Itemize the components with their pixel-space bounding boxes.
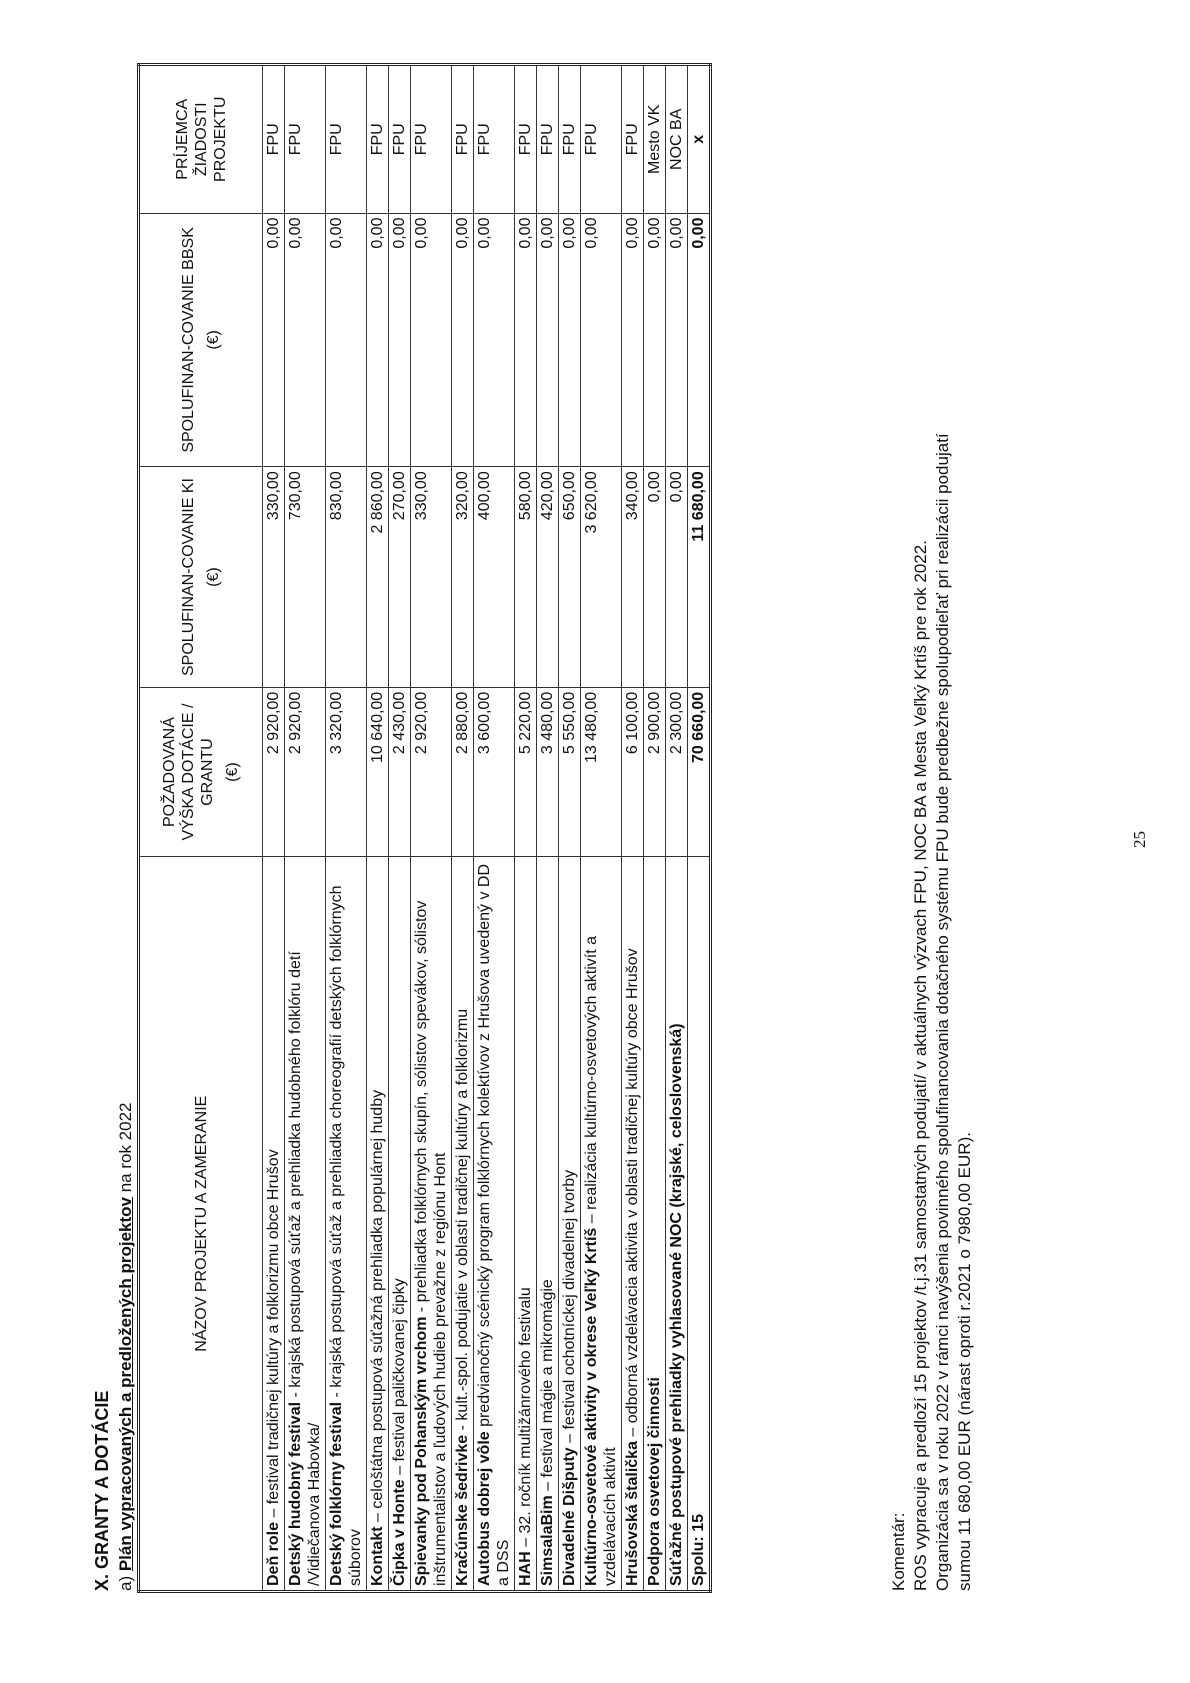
table-row [622,65,644,1592]
row-name-cell [474,857,515,1592]
project-name: SimsalaBim [539,1495,556,1586]
comment-line-3: sumou 11 680,00 EUR (nárast oproti r.2021 o 7980,00 EUR). [955,1132,974,1591]
row-requested: 6 100,00 [622,687,644,857]
table-row [474,65,515,1592]
row-requested: 2 880,00 [452,687,474,857]
row-requested: 3 480,00 [537,687,559,857]
row-recipient: FPU [559,65,581,214]
table-row [411,65,452,1592]
table-row [452,65,474,1592]
project-description: – festival paličkovanej čipky [391,1278,408,1480]
row-requested: 10 640,00 [367,687,389,857]
row-bbsk: 0,00 [666,213,688,467]
total-ki: 11 680,00 [688,467,711,688]
row-recipient: FPU [537,65,559,214]
project-name: Kontakt [369,1526,386,1586]
header-bbsk-label: SPOLUFINAN-COVANIE BBSK [180,227,197,453]
row-bbsk: 0,00 [474,213,515,467]
row-ki: 270,00 [389,467,411,688]
table-body [263,65,688,1592]
project-description: - krajská postupová súťaž a prehliadka hudobného folklóru detí /Vidiečanova Habovka/ [287,951,323,1586]
row-bbsk: 0,00 [389,213,411,467]
row-ki: 340,00 [622,467,644,688]
row-bbsk: 0,00 [622,213,644,467]
table-row [537,65,559,1592]
row-recipient: FPU [515,65,537,214]
row-requested: 5 550,00 [559,687,581,857]
total-requested: 70 660,00 [688,687,711,857]
row-recipient: FPU [622,65,644,214]
project-description: – 32. ročník multižánrového festivalu [517,1287,534,1552]
row-bbsk: 0,00 [326,213,367,467]
project-name: Spievanky pod Pohanským vrchom [413,1316,430,1586]
header-ki [139,467,263,688]
table-row [285,65,326,1592]
row-recipient: FPU [285,65,326,214]
row-requested: 2 430,00 [389,687,411,857]
row-name-cell [411,857,452,1592]
row-requested: 2 920,00 [411,687,452,857]
project-description: - prehliadka folklórnych skupín, sólistov spevákov, sólistov inštrumentalistov a ľudových hudieb prevažne z regiónu Hont [413,900,449,1586]
header-requested-label: POŽADOVANÁ VÝŠKA DOTÁCIE / GRANTU [161,703,216,841]
row-recipient: FPU [452,65,474,214]
project-name: Deň role [265,1521,282,1586]
comment-block [888,51,976,1591]
row-bbsk: 0,00 [411,213,452,467]
row-requested: 13 480,00 [581,687,622,857]
table-header-row [139,65,263,1592]
header-requested-currency: (€) [224,762,241,782]
row-requested: 2 900,00 [644,687,666,857]
row-recipient: FPU [581,65,622,214]
section-title: X. GRANTY A DOTÁCIE [92,1390,112,1591]
comment-line-2: Organizácia sa v roku 2022 v rámci navýšenia povinného spolufinancovania dotačného systému FPU bude predbežne spolupodieľať pri realizácii podujatí [933,433,952,1591]
table-row [326,65,367,1592]
row-ki: 0,00 [666,467,688,688]
row-requested: 3 320,00 [326,687,367,857]
project-name: Kultúrno-osvetové aktivity v okrese Veľký Krtíš [583,1227,600,1586]
row-name-cell [622,857,644,1592]
header-ki-currency: (€) [205,567,222,587]
project-name: HAH [517,1551,534,1586]
row-requested: 2 920,00 [263,687,285,857]
row-ki: 330,00 [263,467,285,688]
subtitle-prefix: a) [116,1571,135,1591]
row-recipient: Mesto VK [644,65,666,214]
table-subtitle [116,1103,136,1592]
header-ki-label: SPOLUFINAN-COVANIE KI [180,478,197,677]
row-ki: 650,00 [559,467,581,688]
row-bbsk: 0,00 [452,213,474,467]
total-recipient: x [688,65,711,214]
subtitle-suffix: na rok 2022 [116,1102,135,1198]
row-name-cell [326,857,367,1592]
project-name: Detský hudobný festival [287,1401,304,1586]
row-bbsk: 0,00 [515,213,537,467]
table-row [515,65,537,1592]
project-description: – odborná vzdelávacia aktivita v oblasti tradičnej kultúry obce Hrušov [624,948,641,1442]
header-name: NÁZOV PROJEKTU A ZAMERANIE [139,857,263,1592]
row-ki: 0,00 [644,467,666,688]
project-name: Autobus dobrej vôle [476,1431,493,1586]
row-recipient: FPU [367,65,389,214]
row-bbsk: 0,00 [581,213,622,467]
row-name-cell [389,857,411,1592]
row-requested: 3 600,00 [474,687,515,857]
row-ki: 400,00 [474,467,515,688]
table-row [581,65,622,1592]
row-ki: 580,00 [515,467,537,688]
header-requested [139,687,263,857]
project-name: Čipka v Honte [391,1479,408,1586]
row-bbsk: 0,00 [644,213,666,467]
project-name: Hrušovská štalička [624,1441,641,1586]
row-name-cell [537,857,559,1592]
row-ki: 2 860,00 [367,467,389,688]
row-name-cell [263,857,285,1592]
row-recipient: FPU [389,65,411,214]
row-recipient: FPU [411,65,452,214]
row-name-cell [559,857,581,1592]
table-total-row [688,65,711,1592]
row-name-cell [581,857,622,1592]
row-ki: 730,00 [285,467,326,688]
header-bbsk-currency: (€) [205,330,222,350]
project-description: – festival ochotníckej divadelnej tvorby [561,1169,578,1448]
project-description: – festival tradičnej kultúry a folklorizmu obce Hrušov [265,1149,282,1522]
table-row [559,65,581,1592]
row-recipient: NOC BA [666,65,688,214]
comment-label: Komentár: [889,1512,908,1591]
row-bbsk: 0,00 [367,213,389,467]
subtitle-bold: Plán vypracovaných a predložených projektov [116,1197,135,1572]
project-name: Divadelné Dišputy [561,1447,578,1586]
row-name-cell [367,857,389,1592]
comment-line-1: ROS vypracuje a predloží 15 projektov /t.j.31 samostatných podujatí/ v aktuálnych výzvach FPU, NOC BA a Mesta Veľký Krtíš pre rok 2022. [911,540,930,1591]
table-row [367,65,389,1592]
row-ki: 3 620,00 [581,467,622,688]
total-bbsk: 0,00 [688,213,711,467]
row-recipient: FPU [326,65,367,214]
project-name: Súťažné postupové prehliadky vyhlasované NOC (krajské, celoslovenská) [668,1023,685,1586]
row-name-cell [452,857,474,1592]
row-bbsk: 0,00 [559,213,581,467]
project-description: - kult.-spol. podujatie v oblasti tradičnej kultúry a folklorizmu [454,1008,471,1435]
project-description: – realizácia kultúrno-osvetových aktivít a vzdelávacích aktivít [583,936,619,1586]
row-requested: 2 920,00 [285,687,326,857]
page-number: 25 [1130,831,1149,848]
row-ki: 330,00 [411,467,452,688]
project-description: – festival mágie a mikromágie [539,1279,556,1496]
table-row [644,65,666,1592]
row-recipient: FPU [474,65,515,214]
row-bbsk: 0,00 [285,213,326,467]
row-name-cell [644,857,666,1592]
row-requested: 2 300,00 [666,687,688,857]
row-ki: 420,00 [537,467,559,688]
row-name-cell [285,857,326,1592]
project-description: predvianočný scénický program folklórnych kolektívov z Hrušova uvedený v DD a DSS [476,863,512,1586]
row-name-cell [666,857,688,1592]
project-name: Podpora osvetovej činnosti [646,1377,663,1586]
row-bbsk: 0,00 [263,213,285,467]
project-name: Detský folklórny festival [328,1401,345,1586]
header-bbsk [139,213,263,467]
project-name: Kračúnske šedrivke [454,1434,471,1586]
header-recipient: PRÍJEMCA ŽIADOSTI PROJEKTU [139,65,263,214]
project-description: – celoštátna postupová súťažná prehliadka populárnej hudby [369,1089,386,1527]
row-recipient: FPU [263,65,285,214]
grants-table [137,63,712,1593]
row-ki: 830,00 [326,467,367,688]
row-requested: 5 220,00 [515,687,537,857]
project-description: - krajská postupová súťaž a prehliadka choreografií detských folklórnych súborov [328,885,364,1586]
table-row [666,65,688,1592]
row-bbsk: 0,00 [537,213,559,467]
table-row [389,65,411,1592]
table-row [263,65,285,1592]
row-ki: 320,00 [452,467,474,688]
total-label: Spolu: 15 [688,857,711,1592]
row-name-cell [515,857,537,1592]
